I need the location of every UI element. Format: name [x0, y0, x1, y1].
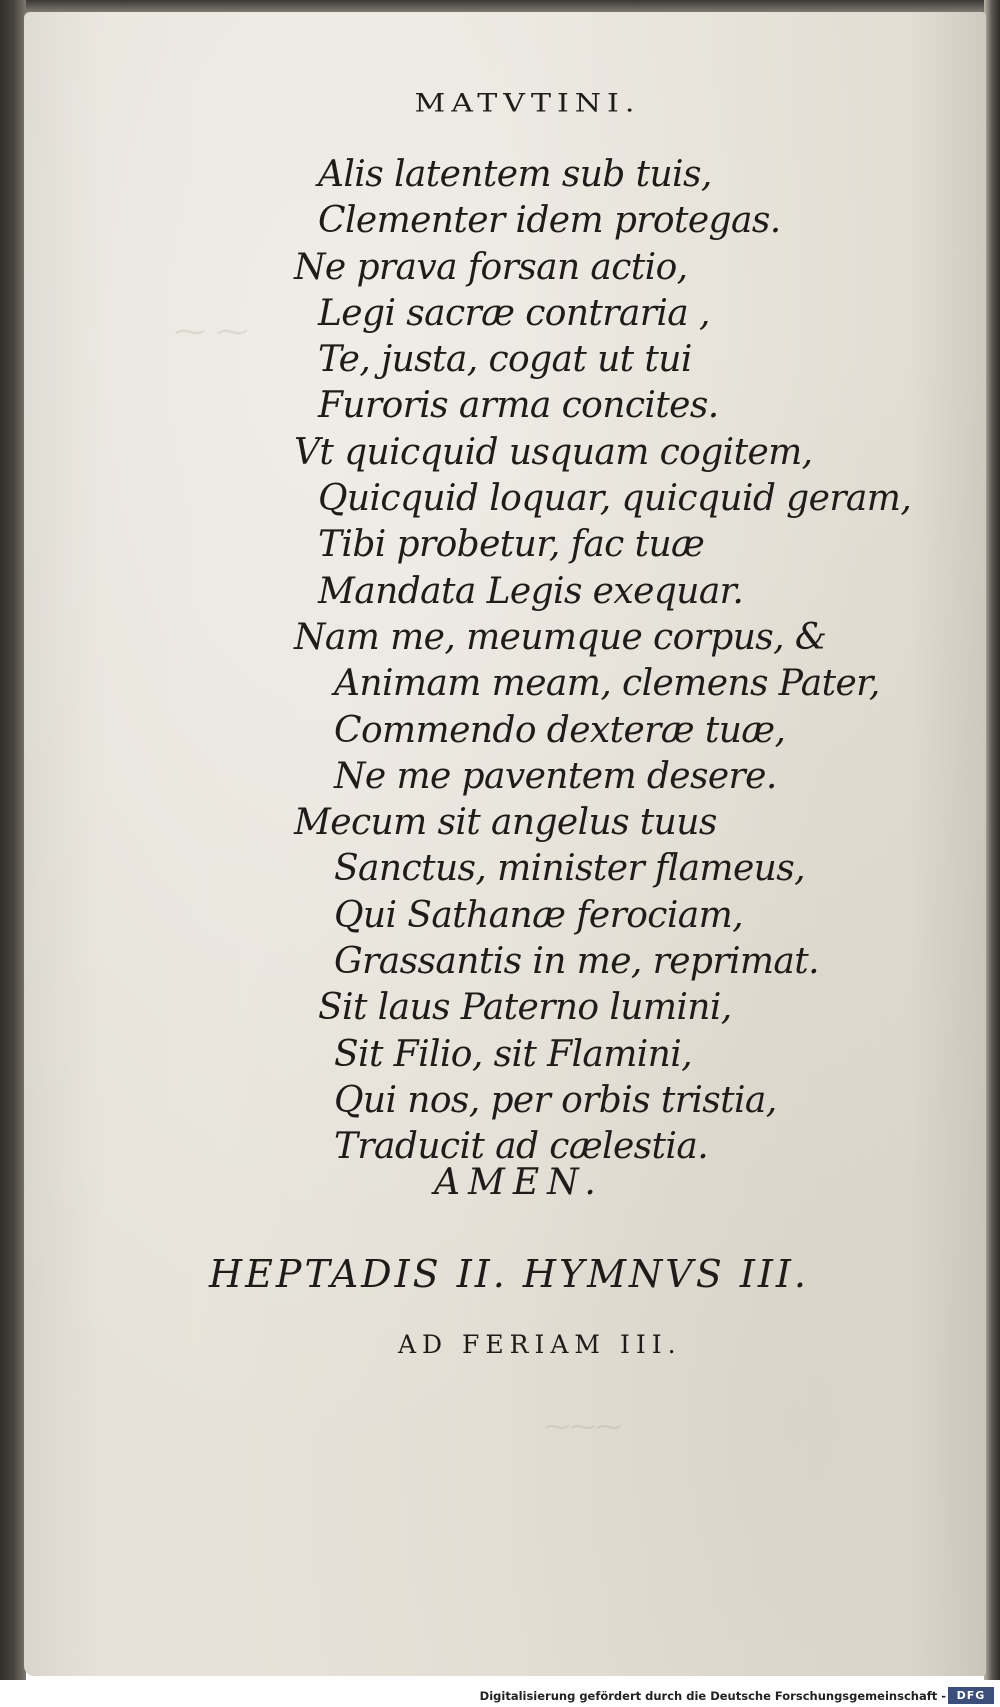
verse-line: Quicquid loquar, quicquid geram,	[318, 478, 912, 520]
verse-line: Clementer idem protegas.	[318, 200, 781, 242]
dfg-logo: DFG	[948, 1687, 994, 1704]
verse-line: Sit Filio, sit Flamini,	[334, 1033, 693, 1075]
verse-line: Sanctus, minister flameus,	[334, 848, 805, 890]
hymn-subheading: AD FERIAM III.	[398, 1330, 682, 1359]
bleed-through-mark: ⁓ ⁓	[174, 312, 249, 350]
hymn-verses	[294, 152, 934, 1171]
book-edge-right	[984, 0, 1000, 1690]
hymn-heading: HEPTADIS II. HYMNVS III.	[209, 1252, 809, 1296]
verse-line: Mecum sit angelus tuus	[294, 802, 717, 844]
verse-line: Commendo dexteræ tuæ,	[334, 709, 786, 751]
verse-line: Tibi probetur, fac tuæ	[318, 524, 705, 566]
bleed-through-mark: ⁓⁓⁓	[544, 1412, 622, 1442]
verse-line: Ne me paventem desere.	[334, 755, 777, 797]
verse-line: Qui Sathanæ ferociam,	[334, 894, 743, 936]
verse-line: Nam me, meumque corpus, &	[294, 616, 827, 658]
verse-line: Legi sacræ contraria ,	[318, 292, 710, 334]
page-paper	[24, 12, 986, 1676]
verse-line: Ne prava forsan actio,	[294, 246, 688, 288]
verse-line: Sit laus Paterno lumini,	[318, 987, 732, 1029]
digitization-credit: Digitalisierung gefördert durch die Deutsche Forschungsgemeinschaft -	[479, 1689, 946, 1703]
verse-line: Grassantis in me, reprimat.	[334, 941, 819, 983]
verse-line: Traducit ad cælestia.	[334, 1126, 709, 1168]
verse-line: Alis latentem sub tuis,	[318, 154, 712, 195]
book-edge-left	[0, 0, 26, 1690]
verse-line: Animam meam, clemens Pater,	[334, 663, 880, 705]
verse-line: Te, justa, cogat ut tui	[318, 339, 692, 381]
amen-line: AMEN.	[434, 1162, 604, 1203]
running-head: MATVTINI.	[414, 88, 641, 119]
verse-line: Qui nos, per orbis tristia,	[334, 1079, 777, 1121]
verse-line: Vt quicquid usquam cogitem,	[294, 431, 813, 473]
verse-line: Furoris arma concites.	[318, 385, 719, 427]
verse-line: Mandata Legis exequar.	[318, 570, 744, 612]
